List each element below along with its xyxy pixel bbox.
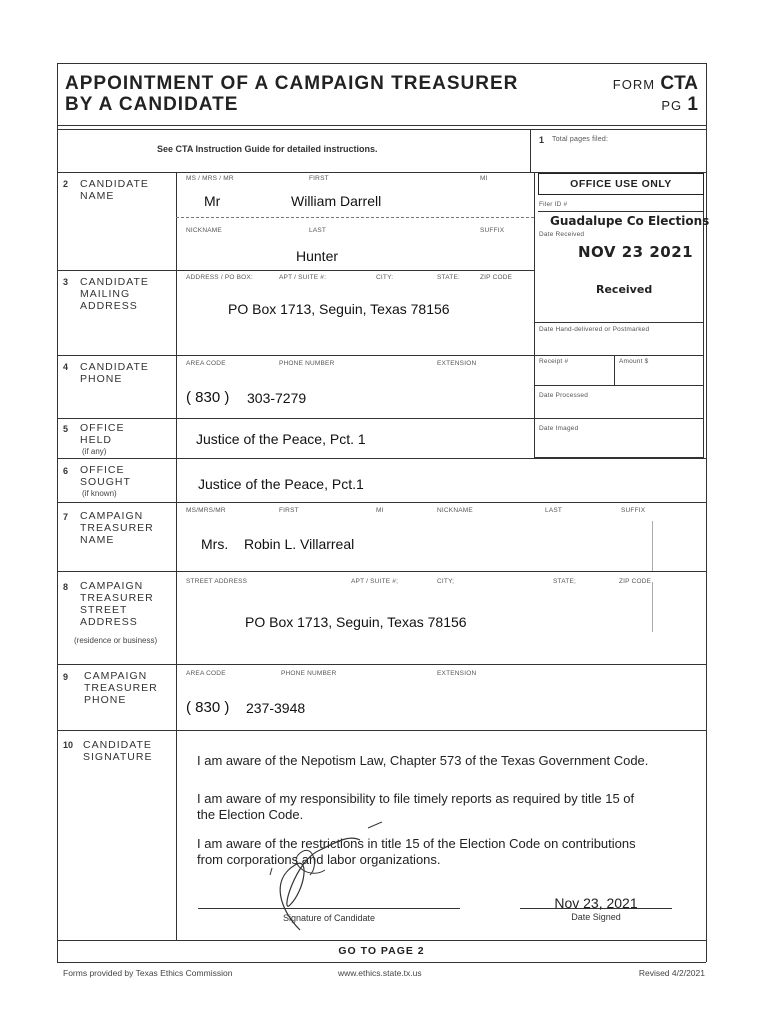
s2-bottom: [57, 270, 534, 271]
hand-delivered-line: [534, 322, 704, 323]
instructions-divider: [530, 129, 531, 172]
form-title-line2: BY A CANDIDATE: [65, 94, 239, 115]
s9-label-1: CAMPAIGN: [84, 670, 148, 682]
s7-h-prefix: MS/MRS/MR: [186, 507, 226, 514]
s10-bottom: [57, 940, 706, 941]
s7-h-nickname: NICKNAME: [437, 507, 473, 514]
signature-label: Signature of Candidate: [282, 913, 376, 923]
footer-left: Forms provided by Texas Ethics Commission: [63, 968, 233, 978]
s8-right-mark: [652, 582, 653, 632]
hand-delivered-label: Date Hand-delivered or Postmarked: [539, 326, 650, 333]
s5-label-2: HELD: [80, 434, 113, 446]
s3-h-zip: ZIP CODE: [480, 274, 513, 281]
s4-number: 4: [63, 362, 69, 372]
frame-right: [706, 63, 707, 962]
s7-h-suffix: SUFFIX: [621, 507, 646, 514]
date-signed-value: Nov 23, 2021: [554, 895, 638, 911]
s7-h-last: LAST: [545, 507, 563, 514]
receipt-top-line: [534, 355, 704, 356]
s2-h-nickname: NICKNAME: [186, 227, 222, 234]
stamp-date: NOV 23 2021: [578, 243, 694, 261]
date-line: [520, 908, 672, 909]
s7-right-mark: [652, 521, 653, 571]
s7-prefix: Mrs.: [201, 536, 229, 552]
s10-statement-3a: I am aware of the restrictions in title 15 of the Election Code on contributions: [197, 836, 636, 851]
s6-number: 6: [63, 466, 69, 476]
s3-label-3: ADDRESS: [80, 300, 138, 312]
s9-label-3: PHONE: [84, 694, 127, 706]
processed-line: [534, 385, 704, 386]
s2-last: Hunter: [296, 248, 339, 264]
s3-h-state: STATE:: [437, 274, 460, 281]
s8-h-state: STATE;: [553, 578, 576, 585]
s2-prefix: Mr: [204, 193, 221, 209]
s9-h-ext: EXTENSION: [437, 670, 477, 677]
frame-bottom: [57, 962, 706, 963]
s2-h-mi: MI: [480, 175, 488, 182]
s10-statement-2b: the Election Code.: [197, 807, 304, 822]
s9-area: ( 830 ): [186, 699, 230, 716]
s4-h-phone: PHONE NUMBER: [279, 360, 335, 367]
s4-h-area: AREA CODE: [186, 360, 226, 367]
form-label: FORM: [612, 77, 656, 92]
s8-h-apt: APT / SUITE #;: [351, 578, 399, 585]
stamp-org: Guadalupe Co Elections: [550, 214, 710, 228]
signature-line: [198, 908, 460, 909]
imaged-label: Date Imaged: [539, 425, 579, 432]
s8-h-city: CITY;: [437, 578, 455, 585]
s8-h-street: STREET ADDRESS: [186, 578, 248, 585]
frame-top: [57, 63, 706, 64]
s6-label-2: SOUGHT: [80, 476, 131, 488]
page-number: 1: [687, 94, 698, 115]
s5-office-held: Justice of the Peace, Pct. 1: [196, 431, 366, 447]
footer-center: www.ethics.state.tx.us: [338, 968, 422, 978]
processed-label: Date Processed: [539, 392, 589, 399]
s5-label-1: OFFICE: [80, 422, 125, 434]
s6-office-sought: Justice of the Peace, Pct.1: [198, 476, 364, 492]
page-indicator: [661, 94, 698, 116]
s7-number: 7: [63, 512, 69, 522]
form-title-line1: APPOINTMENT OF A CAMPAIGN TREASURER: [65, 73, 519, 94]
s8-label-4: ADDRESS: [80, 616, 138, 628]
s7-label-2: TREASURER: [80, 522, 154, 534]
s3-h-apt: APT / SUITE #:: [279, 274, 327, 281]
total-pages-label: Total pages filed:: [552, 136, 609, 143]
s10-statement-1: I am aware of the Nepotism Law, Chapter 573 of the Texas Government Code.: [197, 753, 649, 768]
s8-label-3: STREET: [80, 604, 128, 616]
s3-bottom: [57, 355, 534, 356]
office-use-title: OFFICE USE ONLY: [570, 178, 672, 190]
instructions-text: See CTA Instruction Guide for detailed instructions.: [157, 144, 378, 154]
s2-number: 2: [63, 179, 69, 189]
s3-h-city: CITY:: [376, 274, 394, 281]
s2-label-1: CANDIDATE: [80, 178, 149, 190]
s2-h-prefix: MS / MRS / MR: [186, 175, 234, 182]
s7-treasurer-name: Robin L. Villarreal: [244, 536, 355, 552]
s7-h-first: FIRST: [279, 507, 299, 514]
receipt-label: Receipt #: [539, 358, 569, 365]
s3-h-address: ADDRESS / PO BOX:: [186, 274, 253, 281]
s4-label-2: PHONE: [80, 373, 123, 385]
s6-note: (if known): [82, 489, 117, 498]
s6-label-1: OFFICE: [80, 464, 125, 476]
s5-number: 5: [63, 424, 69, 434]
s7-bottom: [57, 571, 706, 572]
frame-left: [57, 63, 58, 962]
s10-statement-3b: from corporations and labor organizations.: [197, 852, 441, 867]
s10-label-1: CANDIDATE: [83, 739, 152, 751]
s7-label-1: CAMPAIGN: [80, 510, 144, 522]
s2-first: William Darrell: [291, 193, 382, 209]
date-received-label: Date Received: [539, 231, 585, 238]
s5-bottom: [57, 458, 706, 459]
s5-note: (if any): [82, 447, 107, 456]
s8-note: (residence or business): [74, 636, 158, 645]
s9-bottom: [57, 730, 706, 731]
go-to-page-2: GO TO PAGE 2: [338, 945, 425, 957]
imaged-line: [534, 418, 704, 419]
s8-h-zip: ZIP CODE: [619, 578, 652, 585]
s2-h-first: FIRST: [309, 175, 329, 182]
header-divider-2: [57, 129, 706, 130]
s8-label-1: CAMPAIGN: [80, 580, 144, 592]
s4-bottom: [57, 418, 534, 419]
stamp-received: Received: [596, 283, 653, 296]
s3-label-2: MAILING: [80, 288, 131, 300]
form-code-value: CTA: [660, 73, 698, 94]
filer-id-line: [538, 211, 704, 212]
s4-label-1: CANDIDATE: [80, 361, 149, 373]
s4-h-ext: EXTENSION: [437, 360, 477, 367]
receipt-divider: [614, 355, 615, 385]
s9-number: 9: [63, 672, 69, 682]
s2-dashed-divider: [176, 217, 534, 218]
header-divider: [57, 125, 706, 126]
s9-phone: 237-3948: [246, 700, 306, 716]
date-signed-label: Date Signed: [571, 912, 621, 922]
s3-address-value: PO Box 1713, Seguin, Texas 78156: [228, 301, 450, 317]
s10-number: 10: [63, 740, 74, 750]
s3-label-1: CANDIDATE: [80, 276, 149, 288]
s10-label-2: SIGNATURE: [83, 751, 153, 763]
total-pages-number: 1: [539, 135, 545, 145]
s3-number: 3: [63, 277, 69, 287]
s4-phone: 303-7279: [247, 390, 307, 406]
filer-id-label: Filer ID #: [539, 201, 568, 208]
s8-number: 8: [63, 582, 69, 592]
page-label: PG: [661, 98, 683, 113]
s9-h-phone: PHONE NUMBER: [281, 670, 337, 677]
label-column-divider: [176, 172, 177, 940]
s7-label-3: NAME: [80, 534, 115, 546]
s4-area: ( 830 ): [186, 389, 230, 406]
s2-label-2: NAME: [80, 190, 115, 202]
form-code: [613, 73, 698, 95]
s2-h-suffix: SUFFIX: [480, 227, 505, 234]
s7-h-mi: MI: [376, 507, 384, 514]
footer-right: Revised 4/2/2021: [638, 968, 705, 978]
s8-label-2: TREASURER: [80, 592, 154, 604]
s8-address-value: PO Box 1713, Seguin, Texas 78156: [245, 614, 467, 630]
s9-h-area: AREA CODE: [186, 670, 226, 677]
s9-label-2: TREASURER: [84, 682, 158, 694]
amount-label: Amount $: [619, 358, 649, 365]
s6-bottom: [57, 502, 706, 503]
s8-bottom: [57, 664, 706, 665]
s10-statement-2a: I am aware of my responsibility to file timely reports as required by title 15 of: [197, 791, 635, 806]
s2-h-last: LAST: [309, 227, 327, 234]
